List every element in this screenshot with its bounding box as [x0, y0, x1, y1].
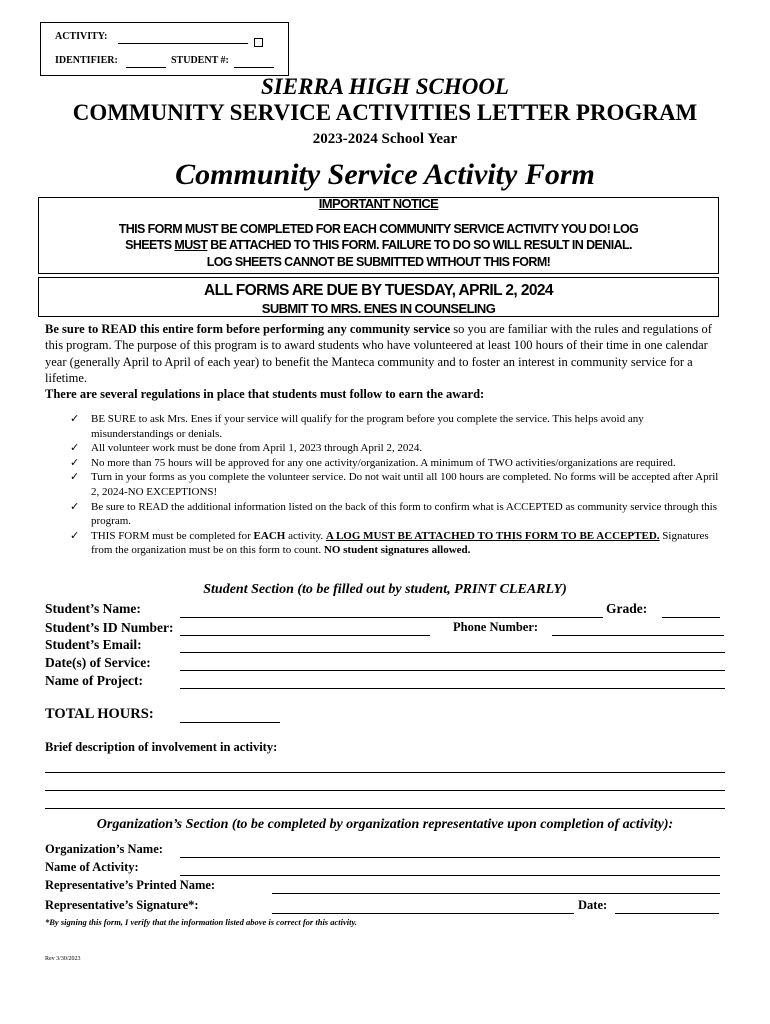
description-label: Brief description of involvement in activity: — [45, 740, 278, 754]
student-email-field[interactable] — [180, 652, 725, 653]
checkmark-icon: ✓ — [70, 500, 80, 513]
phone-field[interactable] — [552, 635, 724, 636]
checkmark-icon: ✓ — [70, 471, 80, 484]
rule-item: ✓ No more than 75 hours will be approved for any one activity/organization. A minimum of TWO activities/organizations are required. — [70, 456, 676, 469]
organization-section-title: Organization’s Section (to be completed by organization representative upon completion of activity): — [96, 817, 674, 832]
revision-date: Rev 3/30/2023 — [45, 956, 81, 962]
student-number-field[interactable] — [234, 67, 274, 68]
form-title: Community Service Activity Form — [175, 158, 595, 191]
project-name-label: Name of Project: — [45, 673, 143, 688]
important-notice-box — [38, 197, 719, 274]
description-line[interactable] — [45, 790, 725, 791]
regulations-heading: There are several regulations in place that students must follow to earn the award: — [45, 387, 485, 401]
total-hours-field[interactable] — [180, 722, 280, 723]
rule-item: ✓ Turn in your forms as you complete the volunteer service. Do not wait until all 100 hours are completed. No forms will be accepted after April 2, 2024-NO EXCEPTIONS! — [70, 471, 719, 498]
activity-label: ACTIVITY: — [55, 31, 108, 42]
total-hours-label: TOTAL HOURS: — [45, 706, 154, 722]
date-field[interactable] — [615, 913, 719, 914]
grade-field[interactable] — [662, 617, 720, 618]
notice-line-2: SHEETS MUST BE ATTACHED TO THIS FORM. FAILURE TO DO SO WILL RESULT IN DENIAL. — [125, 238, 632, 252]
checkmark-icon: ✓ — [70, 442, 80, 455]
student-name-field[interactable] — [180, 617, 603, 618]
grade-label: Grade: — [606, 601, 648, 616]
rules-list — [70, 412, 720, 558]
activity-name-label: Name of Activity: — [45, 860, 139, 874]
date-label: Date: — [578, 898, 608, 912]
notice-line-3: LOG SHEETS CANNOT BE SUBMITTED WITHOUT THIS FORM! — [206, 255, 551, 269]
intro-paragraph: Be sure to READ this entire form before performing any community service so you are familiar with the rules and regulations of this program. The purpose of this program is to award students who have volunteered at least 100 hours of their time in one calendar year (generally April to April of each year) to benefit the Manteca community and to foster an interest in community service for a lifetime. — [45, 322, 712, 385]
activity-name-field[interactable] — [180, 875, 720, 876]
office-checkbox[interactable] — [254, 38, 263, 47]
representative-signature-field[interactable] — [272, 913, 574, 914]
phone-label: Phone Number: — [453, 620, 539, 634]
description-line[interactable] — [45, 772, 725, 773]
representative-name-field[interactable] — [272, 893, 720, 894]
project-name-field[interactable] — [180, 688, 725, 689]
representative-signature-label: Representative’s Signature*: — [45, 898, 199, 912]
due-date-box — [38, 277, 719, 317]
program-title: COMMUNITY SERVICE ACTIVITIES LETTER PROGRAM — [72, 100, 698, 125]
student-id-field[interactable] — [180, 635, 430, 636]
dates-of-service-label: Date(s) of Service: — [45, 655, 151, 670]
school-year: 2023-2024 School Year — [312, 131, 458, 147]
notice-line-1: THIS FORM MUST BE COMPLETED FOR EACH COMMUNITY SERVICE ACTIVITY YOU DO! LOG — [118, 222, 639, 236]
signature-footnote: *By signing this form, I verify that the information listed above is correct for this activity. — [45, 917, 358, 927]
notice-title: IMPORTANT NOTICE — [318, 196, 439, 211]
organization-name-label: Organization’s Name: — [45, 842, 163, 856]
due-date: ALL FORMS ARE DUE BY TUESDAY, APRIL 2, 2024 — [204, 282, 553, 299]
checkmark-icon: ✓ — [70, 529, 80, 542]
rule-item: ✓ Be sure to READ the additional information listed on the back of this form to confirm what is ACCEPTED as community service through this program. — [70, 500, 717, 528]
description-line[interactable] — [45, 808, 725, 809]
activity-field[interactable] — [118, 43, 248, 44]
checkmark-icon: ✓ — [70, 456, 80, 469]
checkmark-icon: ✓ — [70, 413, 80, 425]
student-name-label: Student’s Name: — [45, 601, 141, 616]
rule-item: ✓ THIS FORM must be completed for EACH activity. A LOG MUST BE ATTACHED TO THIS FORM TO BE ACCEPTED. Signatures from the organization must be on this form to count. NO student signatures allowed. — [70, 529, 709, 557]
rule-item: ✓ All volunteer work must be done from April 1, 2023 through April 2, 2024. — [70, 442, 423, 455]
school-name: SIERRA HIGH SCHOOL — [261, 74, 509, 99]
student-number-label: STUDENT #: — [171, 55, 229, 66]
identifier-label: IDENTIFIER: — [55, 55, 118, 66]
student-email-label: Student’s Email: — [45, 637, 142, 652]
student-section-title: Student Section (to be filled out by student, PRINT CLEARLY) — [203, 582, 567, 597]
rule-item: ✓ BE SURE to ask Mrs. Enes if your service will qualify for the program before you complete the service. This helps avoid any misunderstandings or denials. — [70, 413, 644, 440]
organization-name-field[interactable] — [180, 857, 720, 858]
office-use-box — [40, 22, 289, 76]
representative-name-label: Representative’s Printed Name: — [45, 878, 216, 892]
submit-instructions: SUBMIT TO MRS. ENES IN COUNSELING — [261, 301, 496, 316]
dates-of-service-field[interactable] — [180, 670, 725, 671]
identifier-field[interactable] — [126, 67, 166, 68]
student-id-label: Student’s ID Number: — [45, 620, 174, 635]
